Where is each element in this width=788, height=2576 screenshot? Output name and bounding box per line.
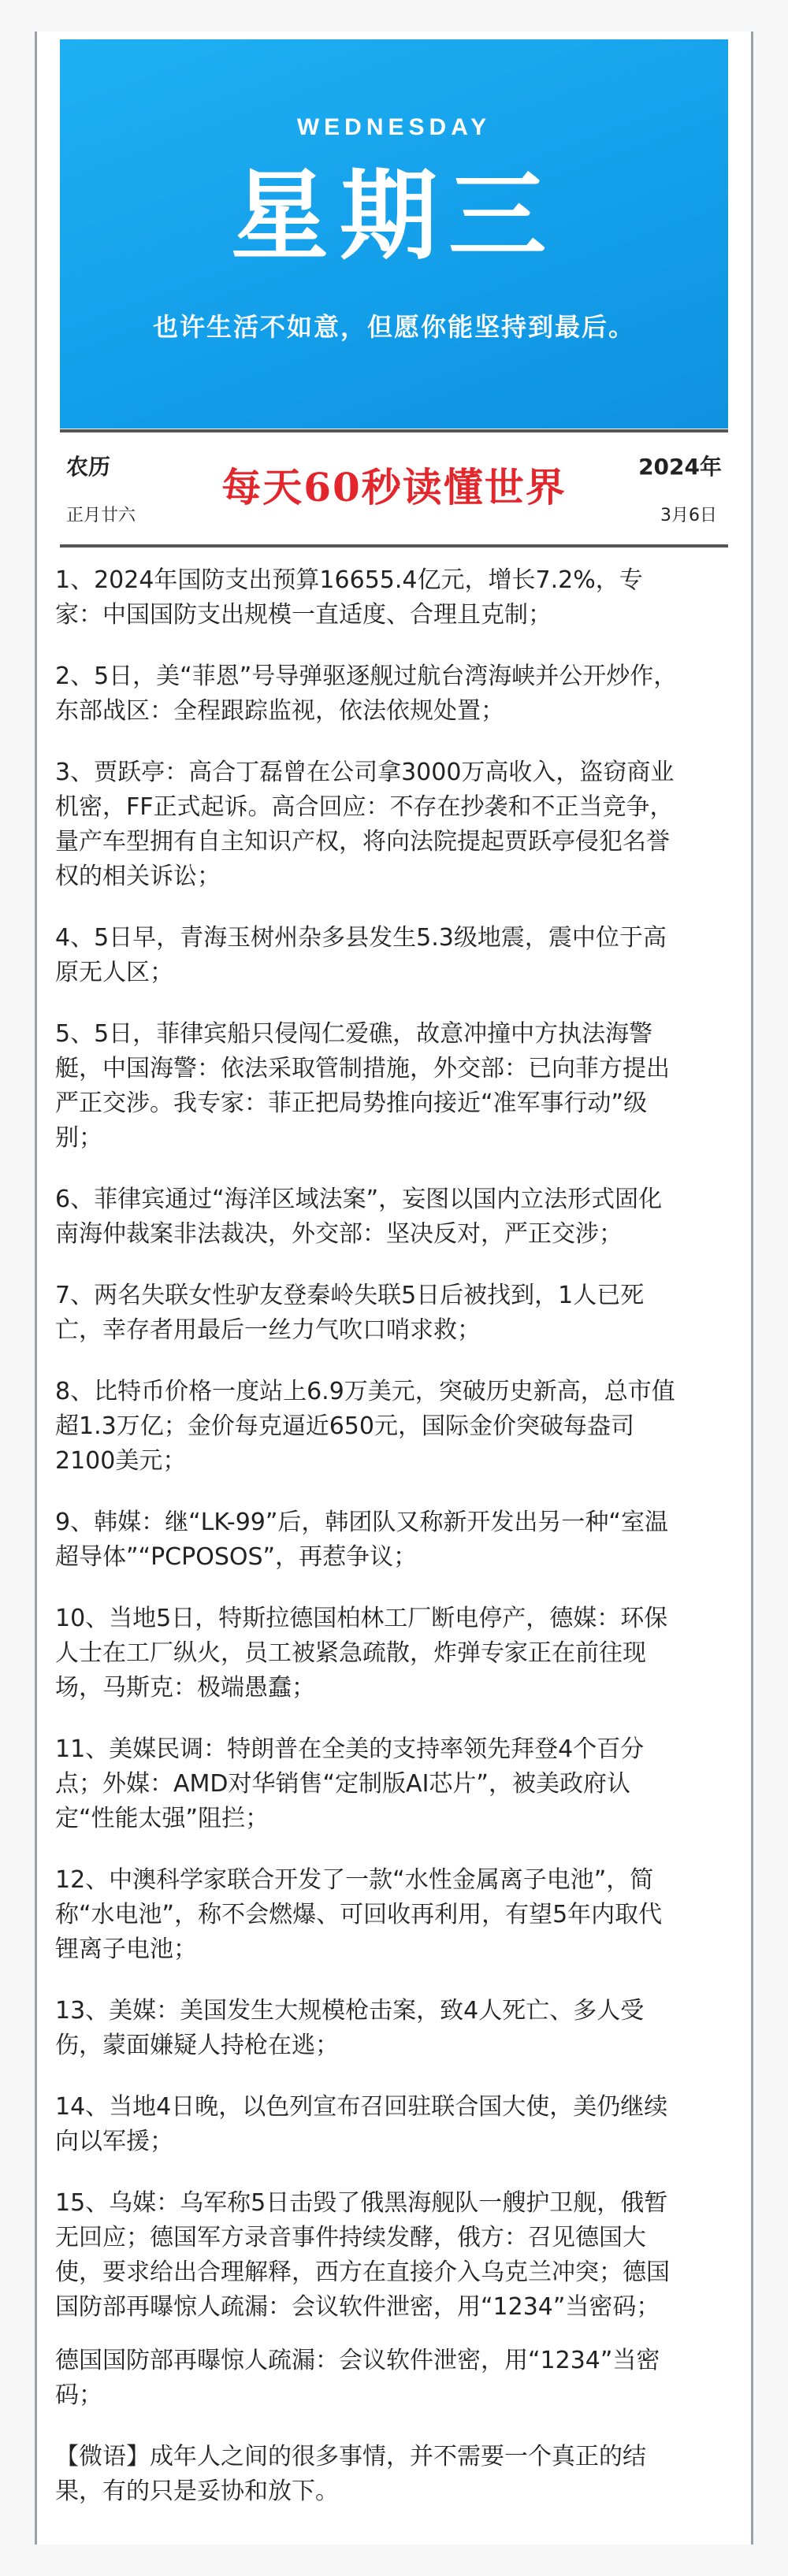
news-item: 14、当地4日晚，以色列宣布召回驻联合国大使，美仍继续向以军援； [55,2093,668,2155]
news-item: 13、美媒：美国发生大规模枪击案，致4人死亡、多人受伤，蒙面嫌疑人持枪在逃； [55,1997,645,2059]
news-extra: 德国国防部再曝惊人疏漏：会议软件泄密，用“1234”当密码； [55,2347,660,2409]
page-title: 每天60秒读懂世界 [221,464,567,510]
news-item: 12、中澳科学家联合开发了一款“水性金属离子电池”，简称“水电池”，称不会燃爆、可回收再利用，有望5年内取代锂离子电池； [55,1866,663,1963]
news-item: 15、乌媒：乌军称5日击毁了俄黑海舰队一艘护卫舰，俄暂无回应；德国军方录音事件持续发酵，俄方：召见德国大使，要求给出合理解释，西方在直接介入乌克兰冲突；德国国防部再曝惊人疏漏：会议软件泄密，用“1234”当密码； [55,2189,670,2321]
lunar-date: 正月廿六 [66,506,136,525]
news-item: 9、韩媒：继“LK-99”后，韩团队又称新开发出另一种“室温超导体”“PCPOSOS”，再惹争议； [55,1509,668,1571]
news-list [55,563,686,2536]
news-item: 10、当地5日，特斯拉德国柏林工厂断电停产，德媒：环保人士在工厂纵火，员工被紧急疏散，炸弹专家正在前往现场，马斯克：极端愚蠢； [55,1605,668,1702]
weekday-chinese: 星期三 [230,160,557,273]
weiyu-quote: 【微语】成年人之间的很多事情，并不需要一个真正的结果，有的只是妥协和放下。 [55,2443,646,2505]
news-item: 3、贾跃亭：高合丁磊曾在公司拿3000万高收入，盗窃商业机密，FF正式起诉。高合回应：不存在抄袭和不正当竞争，量产车型拥有自主知识产权，将向法院提起贾跃亭侵犯名誉权的相关诉讼； [55,759,675,890]
weekday-english: WEDNESDAY [296,114,492,140]
news-item: 5、5日，菲律宾船只侵闯仁爱礁，故意冲撞中方执法海警艇，中国海警：依法采取管制措施，外交部：已向菲方提出严正交涉。我专家：菲正把局势推向接近“准军事行动”级别； [55,1020,670,1152]
motto: 也许生活不如意，但愿你能坚持到最后。 [152,312,635,342]
news-item: 2、5日，美“菲恩”号导弹驱逐舰过航台湾海峡并公开炒作，东部战区：全程跟踪监视，依法依规处置； [55,663,678,725]
date-header [60,429,728,547]
news-item: 6、菲律宾通过“海洋区域法案”，妄图以国内立法形式固化南海仲裁案非法裁决，外交部：坚决反对，严正交涉； [55,1186,663,1248]
lunar-label: 农历 [66,454,111,480]
news-item: 11、美媒民调：特朗普在全美的支持率领先拜登4个百分点；外媒：AMD对华销售“定制版AI芯片”，被美政府认定“性能太强”阻拦； [55,1735,645,1832]
year: 2024年 [638,454,722,480]
news-item: 4、5日早，青海玉树州杂多县发生5.3级地震，震中位于高原无人区； [55,924,667,986]
news-item: 8、比特币价格一度站上6.9万美元，突破历史新高，总市值超1.3万亿；金价每克逼近650元，国际金价突破每盎司2100美元； [55,1378,675,1475]
news-item: 1、2024年国防支出预算16655.4亿元，增长7.2%，专家：中国国防支出规模一直适度、合理且克制； [55,566,643,629]
news-item: 7、两名失联女性驴友登秦岭失联5日后被找到，1人已死亡，幸存者用最后一丝力气吹口哨求救； [55,1282,645,1344]
date: 3月6日 [660,506,717,525]
weekday-banner [60,39,728,429]
